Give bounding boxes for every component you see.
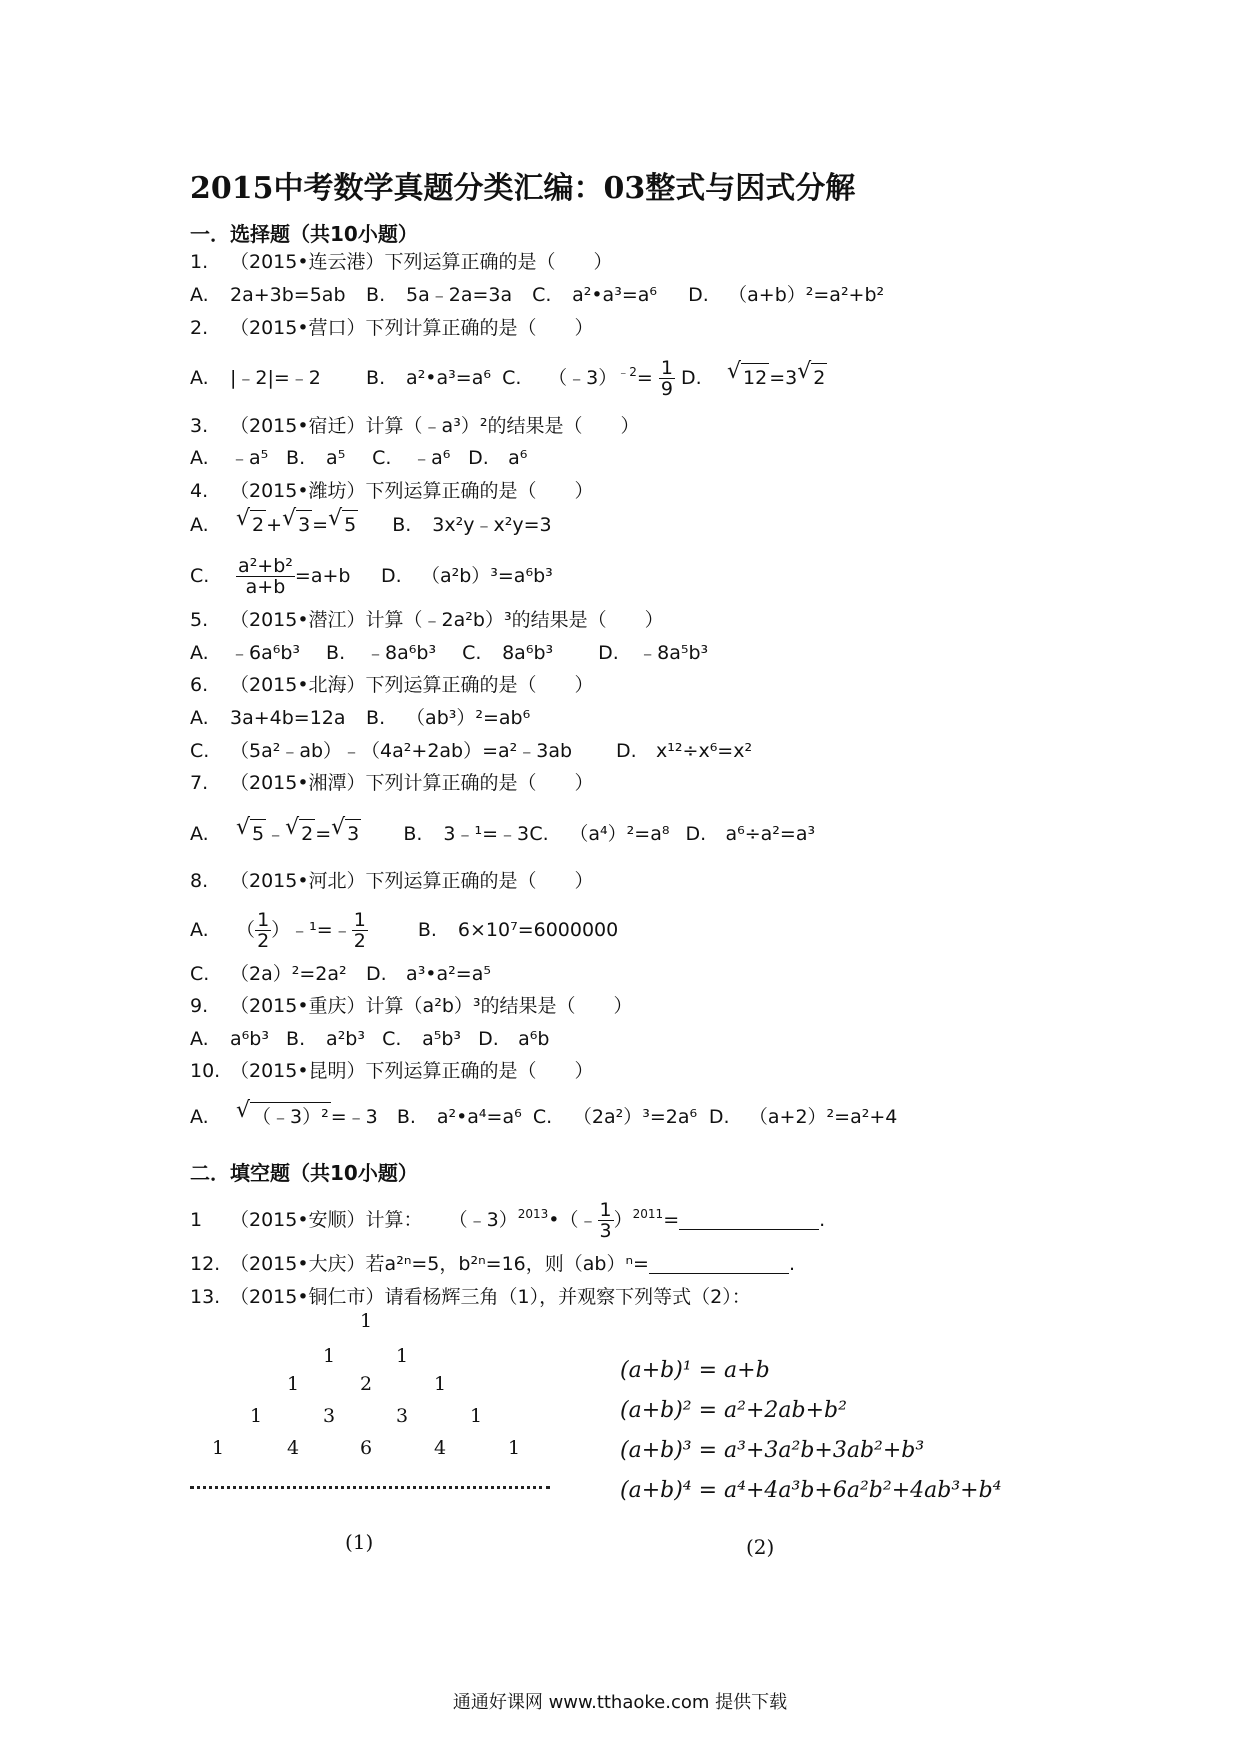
question-3: 3. （2015•宿迁）计算（﹣a³）²的结果是（ ） bbox=[190, 415, 640, 437]
fraction: $\frac{\text{a²+b²}}{a+b}$ bbox=[238, 555, 293, 598]
question-5-options: A. ﹣6a⁶b³ B. ﹣8a⁶b³ C. 8a⁶b³ D. ﹣8a⁵b³ bbox=[190, 642, 709, 664]
question-7: 7. （2015•湘潭）下列计算正确的是（ ） bbox=[190, 772, 594, 794]
equation-4: (a+b)⁴ = a⁴+4a³b+6a²b²+4ab³+b⁴ bbox=[620, 1478, 1002, 1503]
footer-source: 通通好课网 www.tthaoke.com 提供下载 bbox=[452, 1692, 788, 1713]
question-9-options: A. a⁶b³ B. a²b³ C. a⁵b³ D. a⁶b bbox=[190, 1028, 550, 1050]
question-8: 8. （2015•河北）下列运算正确的是（ ） bbox=[190, 870, 594, 892]
sqrt-symbol: √ 5 bbox=[342, 510, 358, 539]
fraction: $\frac{1}{2}$ bbox=[353, 909, 366, 952]
question-9: 9. （2015•重庆）计算（a²b）³的结果是（ ） bbox=[190, 995, 633, 1017]
dotted-line bbox=[190, 1486, 550, 1489]
question-8-options-cd: C. （2a）²=2a² D. a³•a²=a⁵ bbox=[190, 963, 491, 985]
question-12: 12. （2015•大庆）若a²ⁿ=5，b²ⁿ=16，则（ab）ⁿ= . bbox=[190, 1253, 795, 1275]
question-8-options-ab: A. （ $\frac{1}{2}$ ）﹣¹=﹣ $\frac{1}{2}$ B. 6×10⁷=6000000 bbox=[190, 909, 619, 952]
equation-3: (a+b)³ = a³+3a²b+3ab²+b³ bbox=[620, 1438, 925, 1463]
question-10-options: A. √ （﹣3）² =﹣3 B. a²•a⁴=a⁶ C. （2a²）³=2a⁶ D. （a+2）²=a²+4 bbox=[190, 1102, 897, 1131]
section-fill-heading: 二．填空题（共10小题） bbox=[190, 1161, 418, 1185]
question-10: 10. （2015•昆明）下列运算正确的是（ ） bbox=[190, 1060, 594, 1082]
question-3-options: A. ﹣a⁵ B. a⁵ C. ﹣a⁶ D. a⁶ bbox=[190, 447, 528, 469]
fraction: $\frac{1}{2}$ bbox=[257, 909, 270, 952]
question-13: 13. （2015•铜仁市）请看杨辉三角（1），并观察下列等式（2）： bbox=[190, 1286, 751, 1308]
question-6-options-cd: C. （5a²﹣ab）﹣（4a²+2ab）=a²﹣3ab D. x¹²÷x⁶=x² bbox=[190, 740, 753, 762]
question-4-options-cd: C. $\frac{\text{a²+b²}}{a+b}$ =a+b D. （a²b）³=a⁶b³ bbox=[190, 555, 553, 598]
sqrt-symbol: √ 12 bbox=[741, 363, 769, 392]
figure-2-label: (2) bbox=[746, 1535, 775, 1559]
sqrt-symbol: √ 3 bbox=[296, 510, 312, 539]
question-2: 2. （2015•营口）下列计算正确的是（ ） bbox=[190, 317, 594, 339]
sqrt-symbol: √ 3 bbox=[345, 819, 361, 848]
fraction: $\frac{1}{9}$ bbox=[660, 357, 673, 400]
question-2-options: A. |﹣2|=﹣2 B. a²•a³=a⁶ C. （﹣3）$^{﹣2}$= $\frac{1}{9}$ D. √ 12 =3√ 2 bbox=[190, 358, 827, 399]
answer-blank bbox=[679, 1209, 819, 1230]
sqrt-symbol: √ 2 bbox=[811, 363, 827, 392]
sqrt-symbol: √ 2 bbox=[250, 510, 266, 539]
figure-1-label: (1) bbox=[345, 1530, 374, 1554]
question-5: 5. （2015•潜江）计算（﹣2a²b）³的结果是（ ） bbox=[190, 609, 664, 631]
question-1-options: A. 2a+3b=5ab B. 5a﹣2a=3a C. a²•a³=a⁶ D. （a+b）²=a²+b² bbox=[190, 284, 885, 306]
sqrt-symbol: √ 5 bbox=[250, 819, 266, 848]
question-6: 6. （2015•北海）下列运算正确的是（ ） bbox=[190, 674, 594, 696]
sqrt-symbol: √ 2 bbox=[299, 819, 315, 848]
answer-blank bbox=[649, 1253, 789, 1274]
page-title: 2015中考数学真题分类汇编：03整式与因式分解 bbox=[190, 171, 856, 206]
fraction: $\frac{1}{3}$ bbox=[599, 1199, 612, 1242]
question-4: 4. （2015•潍坊）下列运算正确的是（ ） bbox=[190, 480, 594, 502]
question-6-options-ab: A. 3a+4b=12a B. （ab³）²=ab⁶ bbox=[190, 707, 531, 729]
question-1: 1. （2015•连云港）下列运算正确的是（ ） bbox=[190, 251, 613, 273]
sqrt-symbol: √ （﹣3）² bbox=[250, 1102, 331, 1131]
question-7-options: A. √ 5 ﹣√ 2 =√ 3 B. 3﹣¹=﹣3 C. （a⁴）²=a⁸ D. a⁶÷a²=a³ bbox=[190, 819, 815, 848]
equation-2: (a+b)² = a²+2ab+b² bbox=[620, 1398, 847, 1423]
question-4-options-ab: A. √ 2 +√ 3 =√ 5 B. 3x²y﹣x²y=3 bbox=[190, 510, 552, 539]
equation-1: (a+b)¹ = a+b bbox=[620, 1358, 770, 1383]
section-choice-heading: 一．选择题（共10小题） bbox=[190, 222, 418, 246]
question-11: 1 （2015•安顺）计算： （﹣3）$^{2013}$•（﹣ $\frac{1}{3}$ ）$^{2011}$= . bbox=[190, 1199, 826, 1242]
